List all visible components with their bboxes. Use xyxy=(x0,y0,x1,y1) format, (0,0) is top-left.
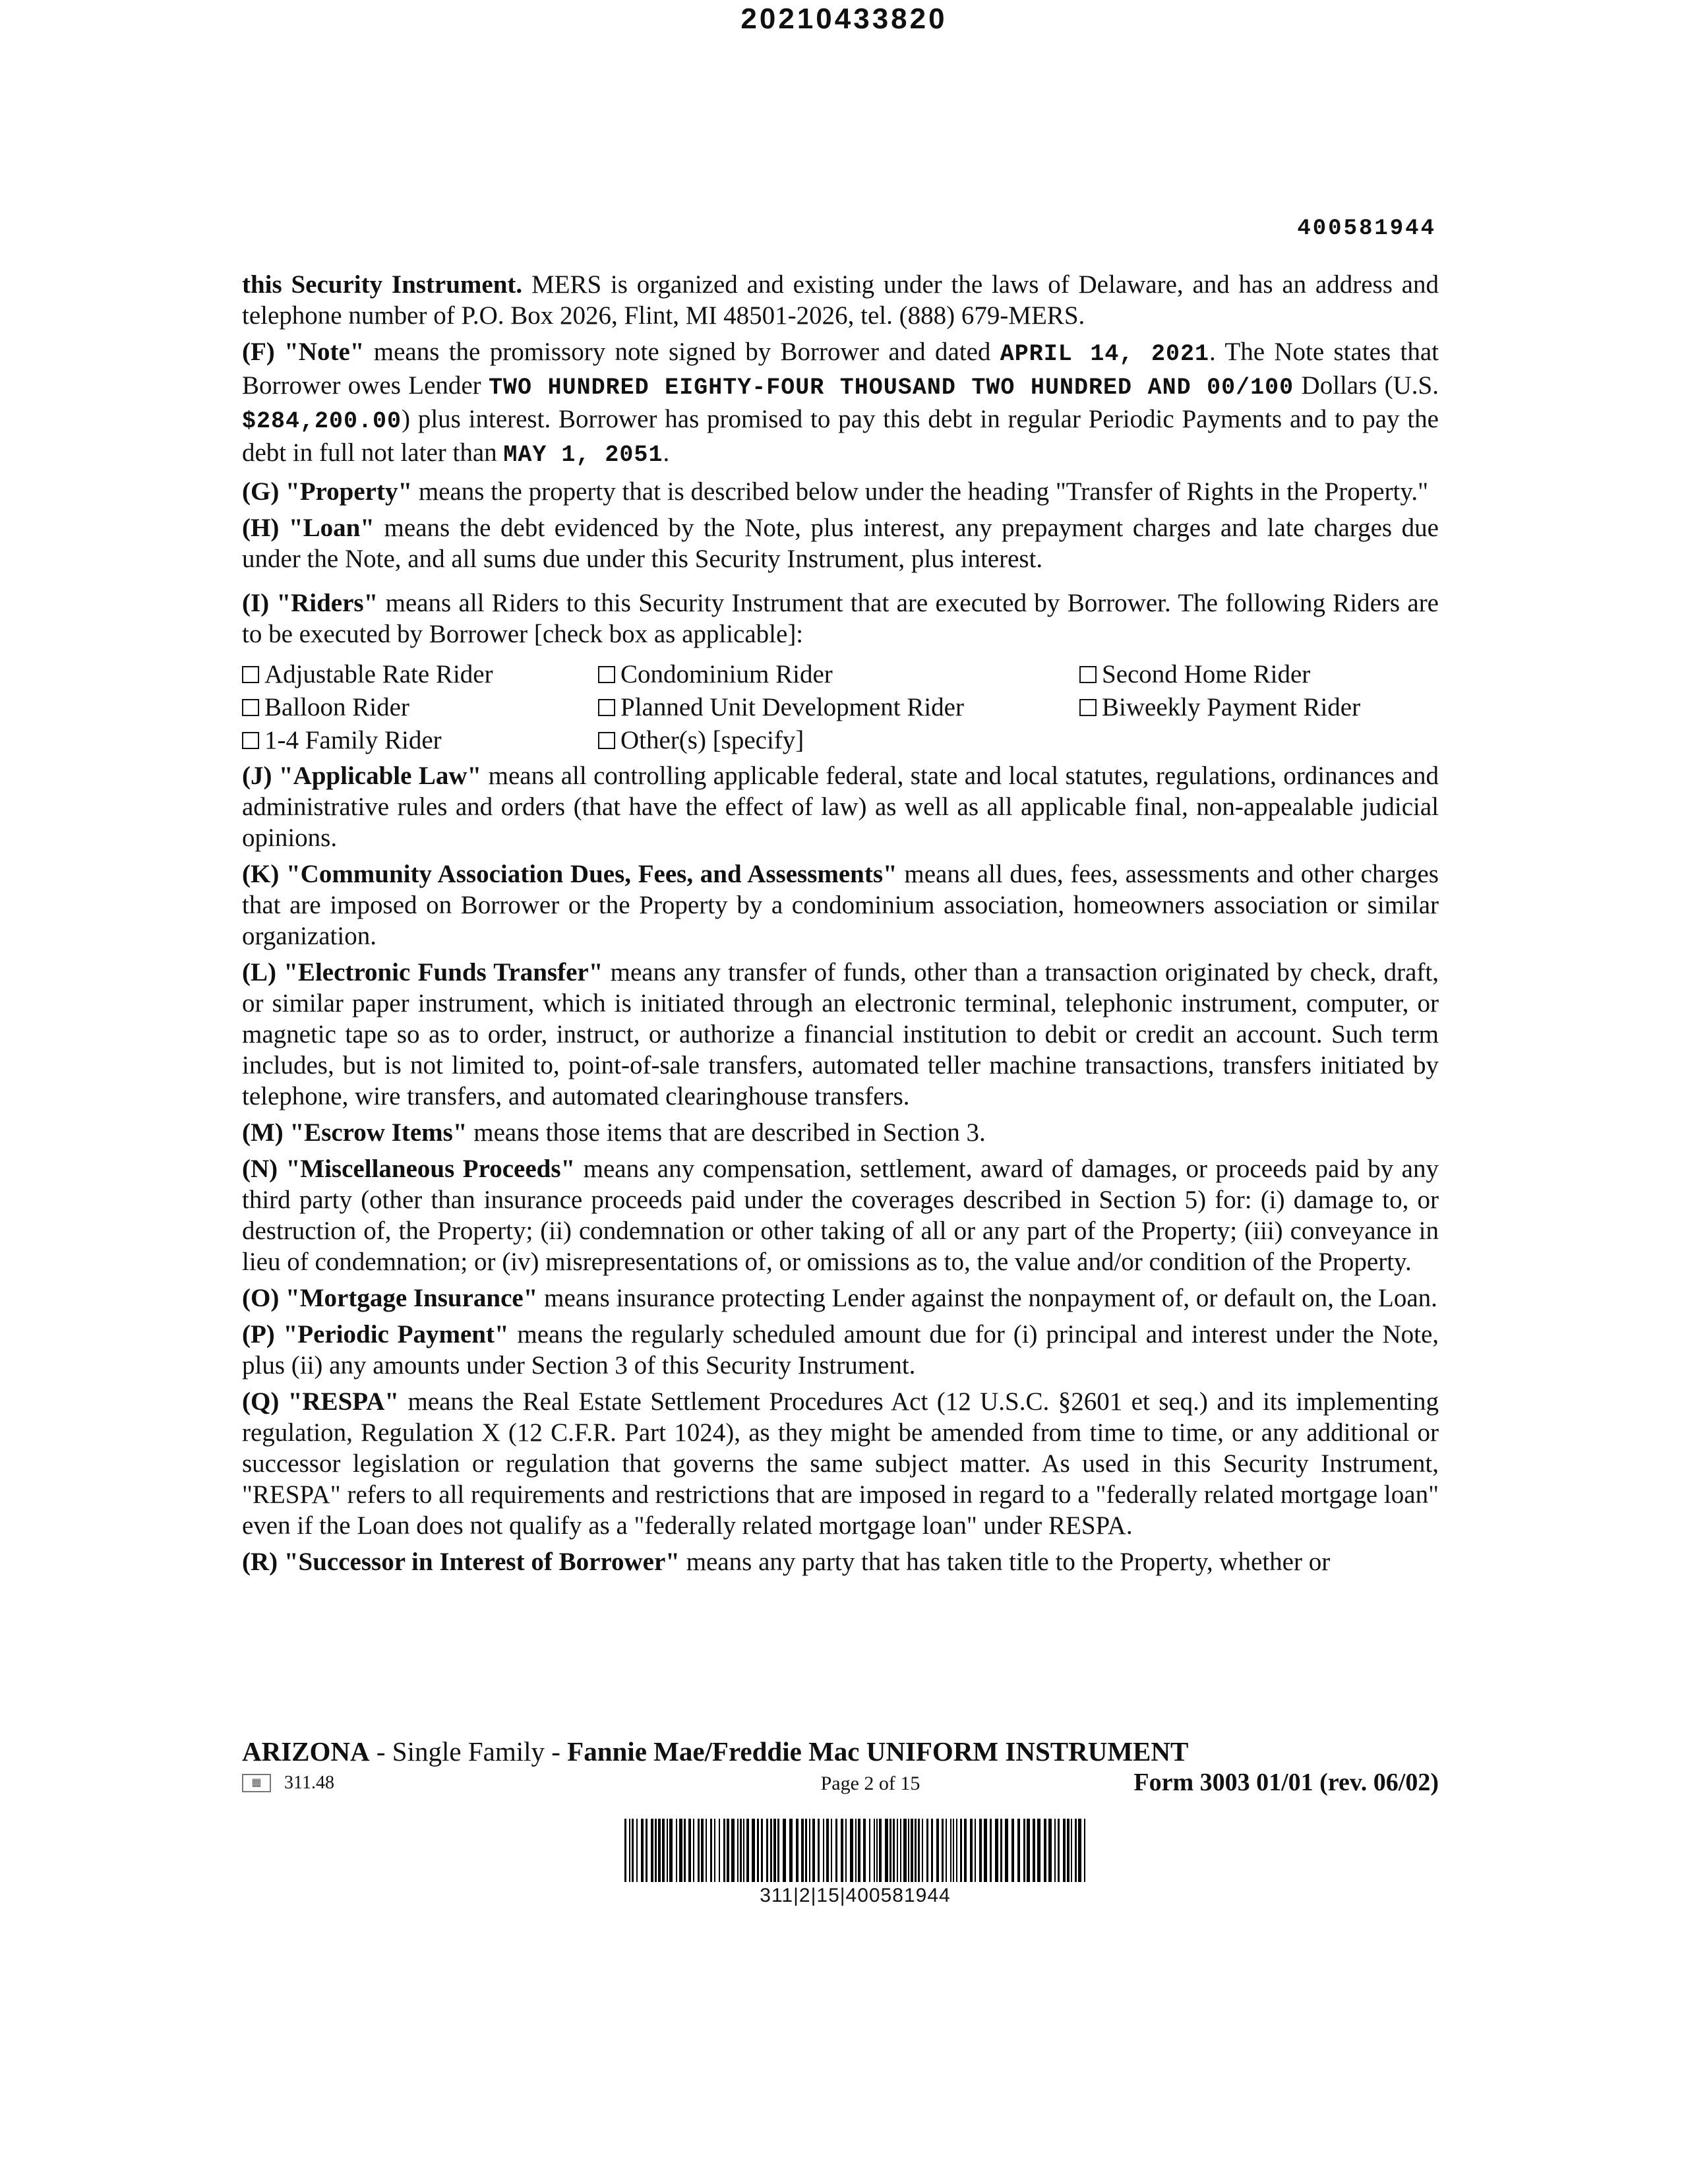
footer-title: ARIZONA - Single Family - Fannie Mae/Freddie Mac UNIFORM INSTRUMENT xyxy=(242,1736,1189,1767)
rider-pud[interactable]: Planned Unit Development Rider xyxy=(598,692,1079,723)
barcode-text: 311|2|15|400581944 xyxy=(760,1885,951,1906)
checkbox-icon[interactable] xyxy=(242,732,259,749)
maturity-date: MAY 1, 2051 xyxy=(503,442,663,468)
checkbox-icon[interactable] xyxy=(1079,666,1097,683)
paragraph-periodic-payment: (P) "Periodic Payment" means the regularly scheduled amount due for (i) principal and interest under the Note, plus (ii) any amounts under Section 3 of this Security Instrument. xyxy=(242,1320,1439,1380)
document-body xyxy=(242,269,1439,1583)
paragraph-intro: this Security Instrument. MERS is organized and existing under the laws of Delaware, and has an address and telephone number of P.O. Box 2026, Flint, MI 48501-2026, tel. (888) 679-MERS. xyxy=(242,270,1439,330)
paragraph-respa: (Q) "RESPA" means the Real Estate Settlement Procedures Act (12 U.S.C. §2601 et seq.) and its implementing regulation, Regulation X (12 C.F.R. Part 1024), as they might be amended from time to time, or any additional or successor legislation or regulation that governs the same subject matter. As used in this Security Instrument, "RESPA" refers to all requirements and restrictions that are imposed in regard to a "federally related mortgage loan" even if the Loan does not qualify as a "federally related mortgage loan" under RESPA. xyxy=(242,1387,1439,1540)
rider-balloon[interactable]: Balloon Rider xyxy=(242,692,598,723)
loan-number: 400581944 xyxy=(1297,216,1436,241)
term-note: (F) "Note" xyxy=(242,338,365,366)
checkbox-icon[interactable] xyxy=(1079,699,1097,716)
paragraph-mortgage-insurance: (O) "Mortgage Insurance" means insurance protecting Lender against the nonpayment of, or default on, the Loan. xyxy=(242,1284,1437,1312)
rider-other[interactable]: Other(s) [specify] xyxy=(598,725,1079,756)
paragraph-note: (F) "Note" means the promissory note signed by Borrower and dated APRIL 14, 2021. The Note states that Borrower owes Lender TWO HUNDRED EIGHTY-FOUR THOUSAND TWO HUNDRED AND 00/100 Dollars (U.S. $284,200.00) plus interest. Borrower has promised to pay this debt in regular Periodic Payments and to pay the debt in full not later than MAY 1, 2051. xyxy=(242,338,1439,468)
form-number: Form 3003 01/01 (rev. 06/02) xyxy=(1133,1769,1439,1796)
paragraph-misc-proceeds: (N) "Miscellaneous Proceeds" means any compensation, settlement, award of damages, or proceeds paid by any third party (other than insurance proceeds paid under the coverages described in Section 5) for: (i) damage to, or destruction of, the Property; (ii) condemnation or other taking of all or any part of the Property; (iii) conveyance in lieu of condemnation; or (iv) misrepresentations of, or omissions as to, the value and/or condition of the Property. xyxy=(242,1155,1439,1276)
amount-words: TWO HUNDRED EIGHTY-FOUR THOUSAND TWO HUNDRED AND 00/100 xyxy=(489,375,1294,401)
paragraph-riders: (I) "Riders" means all Riders to this Security Instrument that are executed by Borrower. The following Riders are to be executed by Borrower [check box as applicable]: xyxy=(242,589,1439,648)
rider-condominium[interactable]: Condominium Rider xyxy=(598,659,1079,690)
checkbox-icon[interactable] xyxy=(598,732,615,749)
rider-second-home[interactable]: Second Home Rider xyxy=(1079,659,1439,690)
rider-1-4-family[interactable]: 1-4 Family Rider xyxy=(242,725,598,756)
page-number: Page 2 of 15 xyxy=(820,1773,920,1794)
paragraph-escrow: (M) "Escrow Items" means those items that are described in Section 3. xyxy=(242,1118,986,1147)
checkbox-icon[interactable] xyxy=(598,699,615,716)
checkbox-icon[interactable] xyxy=(242,699,259,716)
paragraph-successor: (R) "Successor in Interest of Borrower" means any party that has taken title to the Property, whether or xyxy=(242,1548,1331,1576)
barcode xyxy=(624,1819,1086,1882)
riders-checklist xyxy=(242,659,1439,756)
paragraph-community-dues: (K) "Community Association Dues, Fees, and Assessments" means all dues, fees, assessments and other charges that are imposed on Borrower or the Property by a condominium association, homeowners association or similar organization. xyxy=(242,860,1439,950)
rider-adjustable-rate[interactable]: Adjustable Rate Rider xyxy=(242,659,598,690)
paragraph-applicable-law: (J) "Applicable Law" means all controlling applicable federal, state and local statutes, regulations, ordinances and administrative rules and orders (that have the effect of law) as well as all applicable final, non-appealable judicial opinions. xyxy=(242,762,1439,852)
form-code-icon: ▦ xyxy=(242,1774,271,1792)
checkbox-icon[interactable] xyxy=(598,666,615,683)
paragraph-property: (G) "Property" means the property that is described below under the heading "Transfer of Rights in the Property." xyxy=(242,477,1429,506)
paragraph-eft: (L) "Electronic Funds Transfer" means any transfer of funds, other than a transaction originated by check, draft, or similar paper instrument, which is initiated through an electronic terminal, telephonic instrument, computer, or magnetic tape so as to order, instruct, or authorize a financial institution to debit or credit an account. Such term includes, but is not limited to, point-of-sale transfers, automated teller machine transactions, transfers initiated by telephone, wire transfers, and automated clearinghouse transfers. xyxy=(242,958,1439,1110)
rider-biweekly[interactable]: Biweekly Payment Rider xyxy=(1079,692,1439,723)
note-date: APRIL 14, 2021 xyxy=(1000,341,1209,367)
paragraph-loan: (H) "Loan" means the debt evidenced by the Note, plus interest, any prepayment charges and late charges due under the Note, and all sums due under this Security Instrument, plus interest. xyxy=(242,514,1439,573)
footer-code: ▦ 311.48 xyxy=(242,1773,334,1794)
amount-figure: $284,200.00 xyxy=(242,408,402,435)
recording-number: 20210433820 xyxy=(740,3,948,35)
checkbox-icon[interactable] xyxy=(242,666,259,683)
